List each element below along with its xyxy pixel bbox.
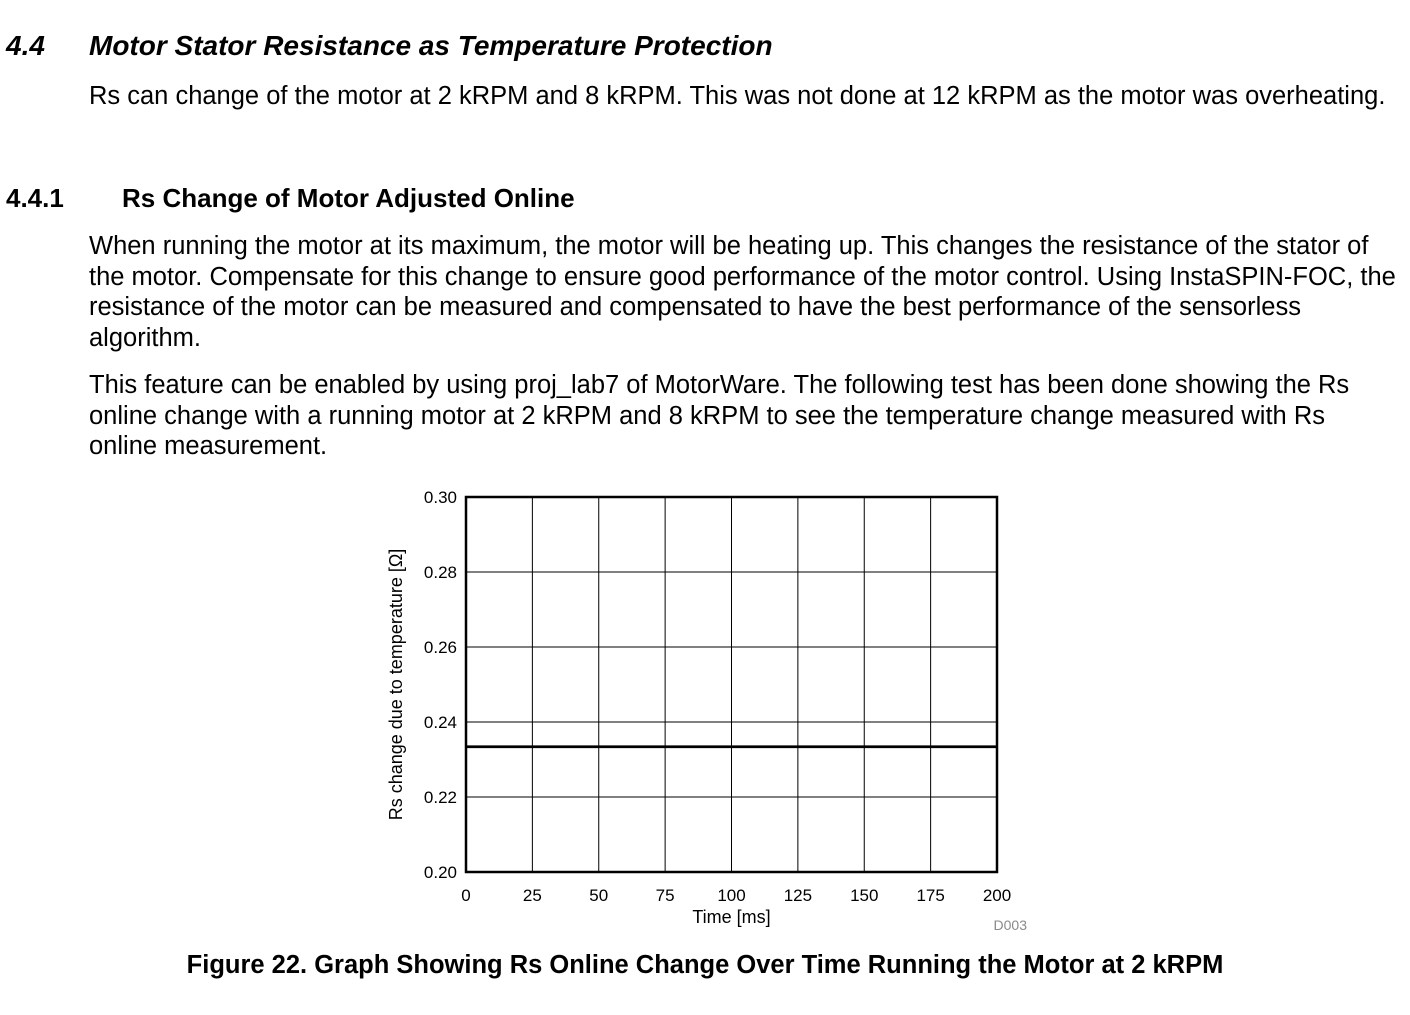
x-tick-label: 0: [461, 886, 471, 905]
x-tick-label: 75: [655, 886, 675, 905]
y-tick-label: 0.28: [423, 563, 457, 582]
x-tick-label: 50: [589, 886, 609, 905]
body-paragraph-1: When running the motor at its maximum, the motor will be heating up. This changes the resistance of the stator of the motor. Compensate for this change to ensure good performance of the motor control. Using InstaSPIN-FOC, the resistance of the motor can be measured and compensated to have the best performance of the sensorless algorithm.: [89, 232, 1396, 352]
y-tick-label: 0.20: [423, 863, 457, 882]
section-title: Motor Stator Resistance as Temperature Protection: [89, 30, 773, 61]
x-axis-label: Time [ms]: [692, 907, 771, 927]
subsection-heading: [6, 183, 575, 214]
section-heading: [6, 30, 773, 62]
intro-paragraph: Rs can change of the motor at 2 kRPM and 8 kRPM. This was not done at 12 kRPM as the motor was overheating.: [89, 82, 1386, 110]
x-tick-label: 175: [916, 886, 945, 905]
subsection-title: Rs Change of Motor Adjusted Online: [122, 183, 575, 213]
x-tick-label: 200: [982, 886, 1012, 905]
y-axis-label: Rs change due to temperature [Ω]: [386, 548, 406, 821]
y-tick-label: 0.24: [423, 713, 457, 732]
section-number: 4.4: [6, 30, 45, 61]
x-tick-label: 150: [850, 886, 879, 905]
x-tick-label: 25: [522, 886, 542, 905]
x-tick-label: 100: [717, 886, 746, 905]
y-tick-label: 0.22: [423, 788, 457, 807]
subsection-number: 4.4.1: [6, 183, 64, 213]
y-tick-label: 0.26: [423, 638, 457, 657]
body-paragraph-2: This feature can be enabled by using proj_lab7 of MotorWare. The following test has been done showing the Rs online change with a running motor at 2 kRPM and 8 kRPM to see the temperature change measured with Rs online measurement.: [89, 371, 1350, 460]
rs-change-chart: [370, 480, 1050, 945]
y-tick-label: 0.30: [423, 488, 457, 507]
x-tick-label: 125: [783, 886, 813, 905]
figure-id-label: D003: [993, 917, 1027, 933]
figure-caption: Figure 22. Graph Showing Rs Online Change Over Time Running the Motor at 2 kRPM: [186, 951, 1224, 979]
